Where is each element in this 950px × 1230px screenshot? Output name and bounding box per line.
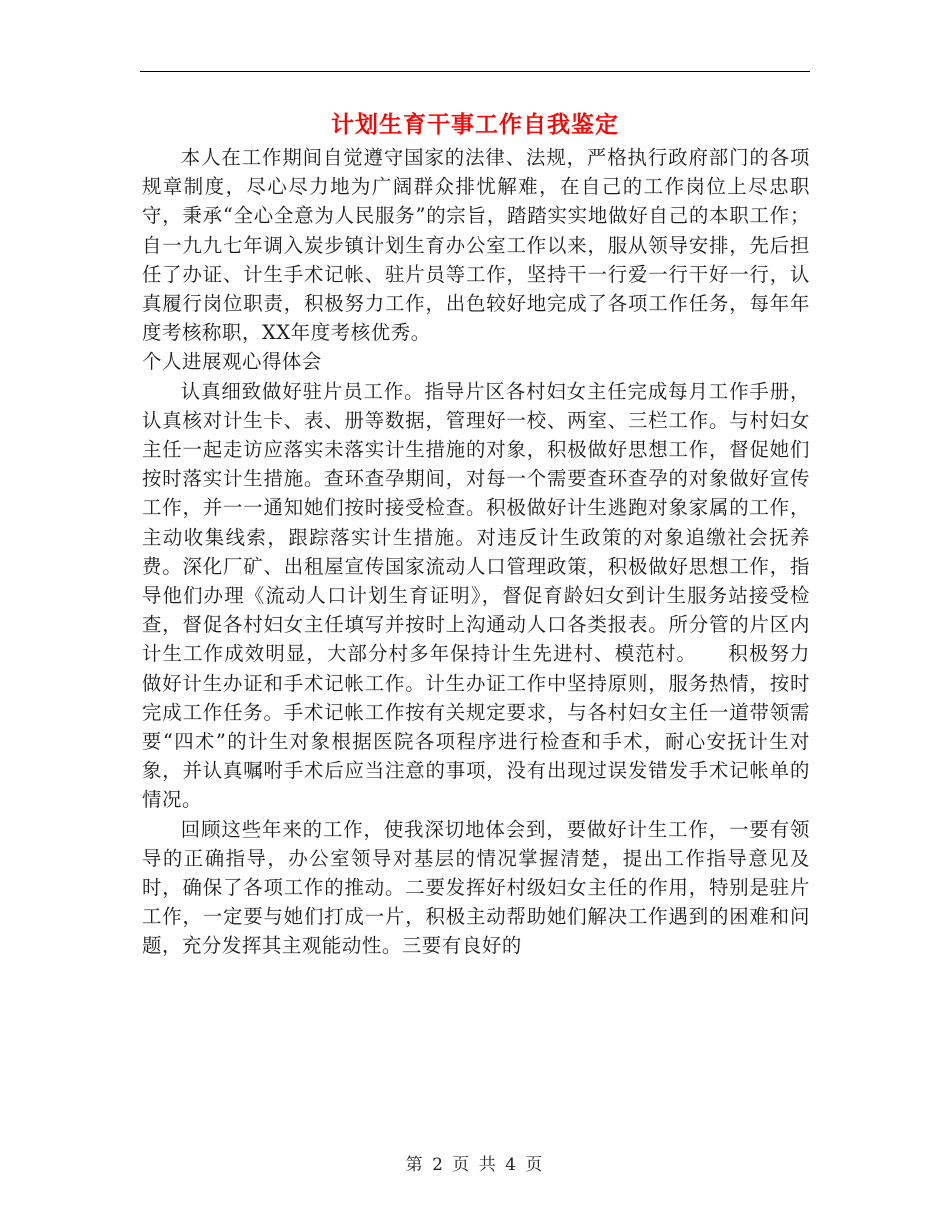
page-number-footer: 第 2 页 共 4 页 bbox=[405, 1155, 545, 1175]
paragraph-subheading: 个人进展观心得体会 bbox=[142, 350, 322, 374]
document-body bbox=[142, 143, 810, 961]
paragraph-intro: 本人在工作期间自觉遵守国家的法律、法规，严格执行政府部门的各项规章制度，尽心尽力地为广阔群众排忧解难，在自己的工作岗位上尽忠职守，秉承“全心全意为人民服务”的宗旨，踏踏实实地做好自己的本职工作；自一九九七年调入炭步镇计划生育办公室工作以来，服从领导安排，先后担任了办证、计生手术记帐、驻片员等工作，坚持干一行爱一行干好一行，认真履行岗位职责，积极努力工作，出色较好地完成了各项工作任务，每年年度考核称职，XX年度考核优秀。 bbox=[142, 146, 810, 345]
header-rule bbox=[140, 71, 810, 72]
paragraph-duties: 认真细致做好驻片员工作。指导片区各村妇女主任完成每月工作手册，认真核对计生卡、表、册等数据，管理好一校、两室、三栏工作。与村妇女主任一起走访应落实未落实计生措施的对象，积极做好思想工作，督促她们按时落实计生措施。查环查孕期间，对每一个需要查环查孕的对象做好宣传工作，并一一通知她们按时接受检查。积极做好计生逃跑对象家属的工作，主动收集线索，跟踪落实计生措施。对违反计生政策的对象追缴社会抚养费。深化厂矿、出租屋宣传国家流动人口管理政策，积极做好思想工作，指导他们办理《流动人口计划生育证明》，督促育龄妇女到计生服务站接受检查，督促各村妇女主任填写并按时上沟通动人口各类报表。所分管的片区内计生工作成效明显，大部分村多年保持计生先进村、模范村。 积极努力做好计生办证和手术记帐工作。计生办证工作中坚持原则，服务热情，按时完成工作任务。手术记帐工作按有关规定要求，与各村妇女主任一道带领需要“四术”的计生对象根据医院各项程序进行检查和手术，耐心安抚计生对象，并认真嘱咐手术后应当注意的事项，没有出现过误发错发手术记帐单的情况。 bbox=[142, 379, 810, 812]
paragraph-reflection: 回顾这些年来的工作，使我深切地体会到，要做好计生工作，一要有领导的正确指导，办公室领导对基层的情况掌握清楚，提出工作指导意见及时，确保了各项工作的推动。二要发挥好村级妇女主任的作用，特别是驻片工作，一定要与她们打成一片，积极主动帮助她们解决工作遇到的困难和问题，充分发挥其主观能动性。三要有良好的 bbox=[142, 817, 810, 958]
document-title: 计划生育干事工作自我鉴定 bbox=[331, 112, 619, 138]
